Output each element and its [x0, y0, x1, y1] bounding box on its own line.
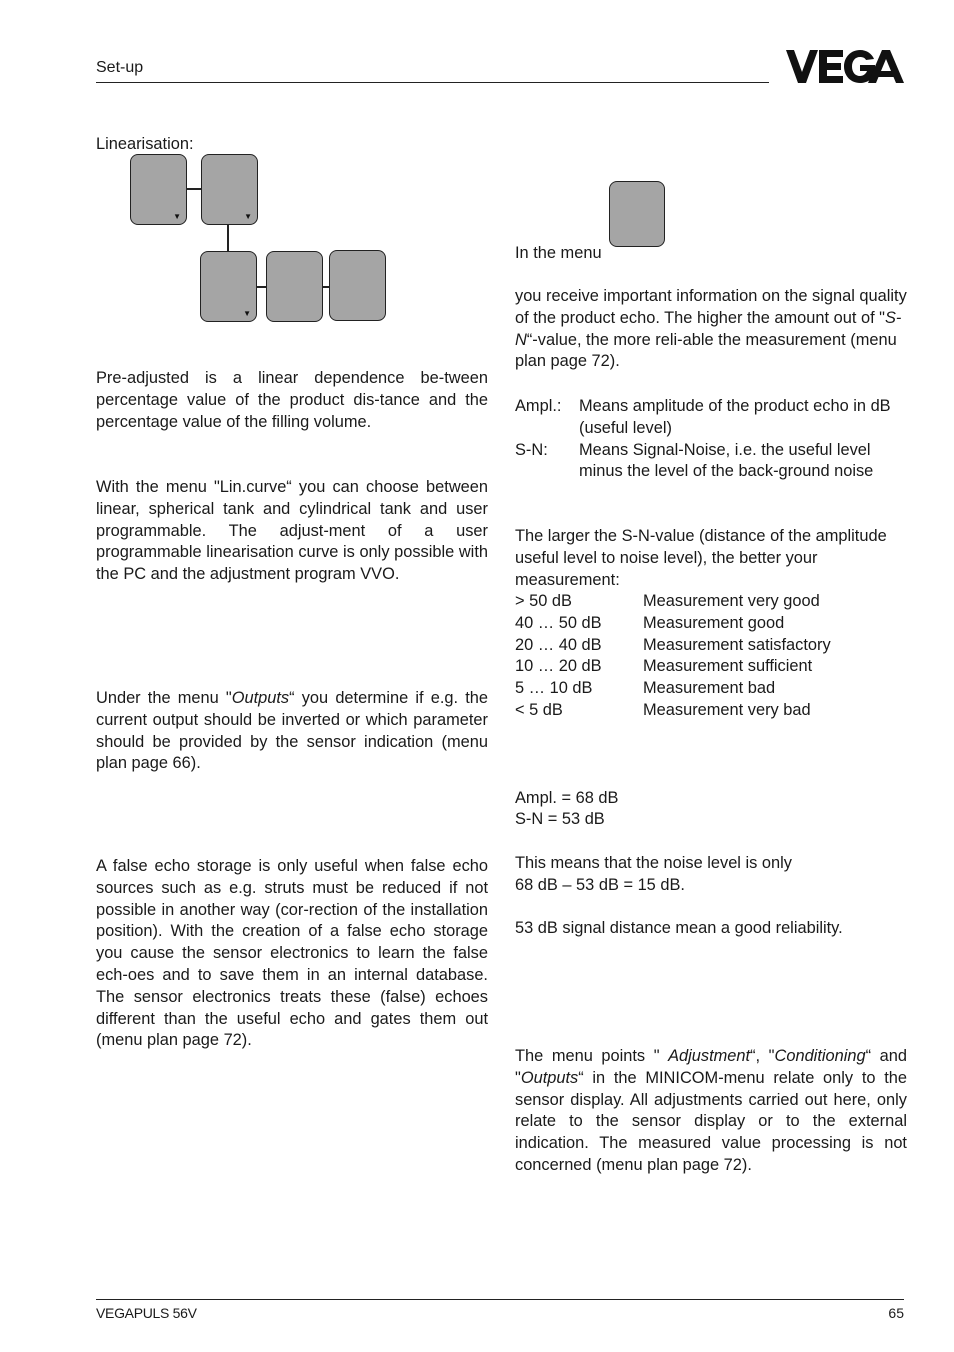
quality-text: Measurement very good [643, 592, 820, 610]
quality-range: > 50 dB [515, 592, 572, 610]
header-divider [96, 82, 769, 83]
quality-row [515, 591, 907, 613]
signal-text-post: “-value, the more reli-able the measurement (menu plan page 72). [515, 330, 897, 371]
header-section-label: Set-up [96, 59, 144, 76]
definition-term: Ampl.: [515, 397, 562, 415]
definition-desc: Means amplitude of the product echo in dB (useful level) [579, 397, 891, 437]
in-the-menu-label: In the menu [515, 244, 602, 262]
menu-key-3 [200, 251, 257, 322]
quality-text: Measurement bad [643, 679, 776, 698]
quality-range: 10 … 20 dB [515, 657, 602, 676]
linearisation-label: Linearisation: [96, 135, 194, 153]
down-arrow-icon: ▼ [243, 309, 251, 318]
outputs-emphasis: Outputs [231, 689, 290, 707]
noise-line-2: 68 dB – 53 dB = 15 dB. [515, 876, 685, 894]
definition-term: S-N: [515, 440, 548, 459]
outputs-text-post: “ you determine if e.g. the current output should be inverted or which parameter should be provided by the sensor indication (menu plan page 66). [96, 689, 488, 773]
example-sn: S-N = 53 dB [515, 810, 605, 828]
down-arrow-icon: ▼ [173, 212, 181, 221]
quality-row [515, 678, 907, 700]
false-echo-paragraph: A false echo storage is only useful when false echo sources such as e.g. struts must be reduced if not possible in another way (cor-rection of the installation position). With the creation of a false echo storage you cause the sensor electronics to learn the false ech-oes and to save them in an internal database. The sensor electronics treats these (false) echoes different than the useful echo and gates them out (menu plan page 72). [96, 857, 488, 1050]
outputs-paragraph [96, 688, 488, 775]
definition-desc: Means Signal-Noise, i.e. the useful level minus the level of the back-ground noise [579, 440, 874, 481]
signal-quality-paragraph [515, 286, 907, 373]
page-number: 65 [888, 1305, 904, 1321]
footer-product-name: VEGAPULS 56V [96, 1305, 197, 1321]
noise-line-1: This means that the noise level is only [515, 854, 792, 872]
sn-emphasis: S-N [515, 308, 902, 349]
menu-key-5 [329, 250, 386, 321]
quality-row [515, 656, 907, 678]
quality-range: 40 … 50 dB [515, 613, 602, 632]
quality-row [515, 700, 907, 722]
quality-text: Measurement good [643, 613, 785, 632]
example-ampl: Ampl. = 68 dB [515, 789, 619, 807]
menu-points-text: “ and " [515, 1047, 908, 1087]
linear-dependence-paragraph: Pre-adjusted is a linear dependence be-tween percentage value of the product dis-tance and the percentage value of the filling volume. [96, 369, 488, 431]
down-arrow-icon: ▼ [244, 212, 252, 221]
adjustment-emphasis: Adjustment [668, 1047, 751, 1065]
menu-points-text: “, " [750, 1047, 775, 1065]
conditioning-emphasis: Conditioning [774, 1047, 866, 1065]
menu-key-2 [201, 154, 258, 225]
lin-curve-paragraph: With the menu "Lin.curve“ you can choose between linear, spherical tank and cylindrical tank and user programmable. The adjust-ment of a user programmable linearisation curve is only possible with the PC and the adjustment program VVO. [96, 478, 488, 584]
quality-range: 5 … 10 dB [515, 679, 593, 698]
quality-row [515, 613, 907, 635]
vega-logo-graphic [786, 50, 906, 84]
menu-points-text: The menu points " [515, 1047, 669, 1065]
menu-key-signal [609, 181, 665, 247]
quality-range: 20 … 40 dB [515, 635, 602, 654]
quality-text: Measurement very bad [643, 700, 811, 719]
menu-key-1 [130, 154, 187, 225]
vega-logo [786, 50, 906, 89]
menu-points-paragraph [515, 1046, 907, 1177]
definition-list [515, 396, 907, 483]
menu-key-4 [266, 251, 323, 322]
reliability-line: 53 dB signal distance mean a good reliability. [515, 919, 843, 937]
connector-line [186, 188, 202, 190]
outputs-emphasis: Outputs [520, 1068, 579, 1087]
quality-row [515, 635, 907, 657]
menu-points-text: “ in the MINICOM-menu relate only to the sensor display. All adjustments carried out here, only relate to the sensor display or to the external indication. The measured value processing is not concerned (menu plan page 72). [515, 1068, 907, 1174]
footer-divider [96, 1299, 904, 1300]
quality-range: < 5 dB [515, 700, 563, 719]
connector-line [227, 224, 229, 252]
quality-text: Measurement sufficient [643, 657, 813, 676]
outputs-text-pre: Under the menu " [96, 689, 232, 707]
definition-ampl [515, 396, 907, 440]
definition-sn [515, 440, 907, 484]
quality-table [515, 591, 907, 722]
quality-text: Measurement satisfactory [643, 635, 831, 654]
larger-sn-paragraph: The larger the S-N-value (distance of the amplitude useful level to noise level), the better your measurement: [515, 527, 887, 589]
signal-text-pre: you receive important information on the signal quality of the product echo. The higher the amount out of " [515, 287, 907, 327]
